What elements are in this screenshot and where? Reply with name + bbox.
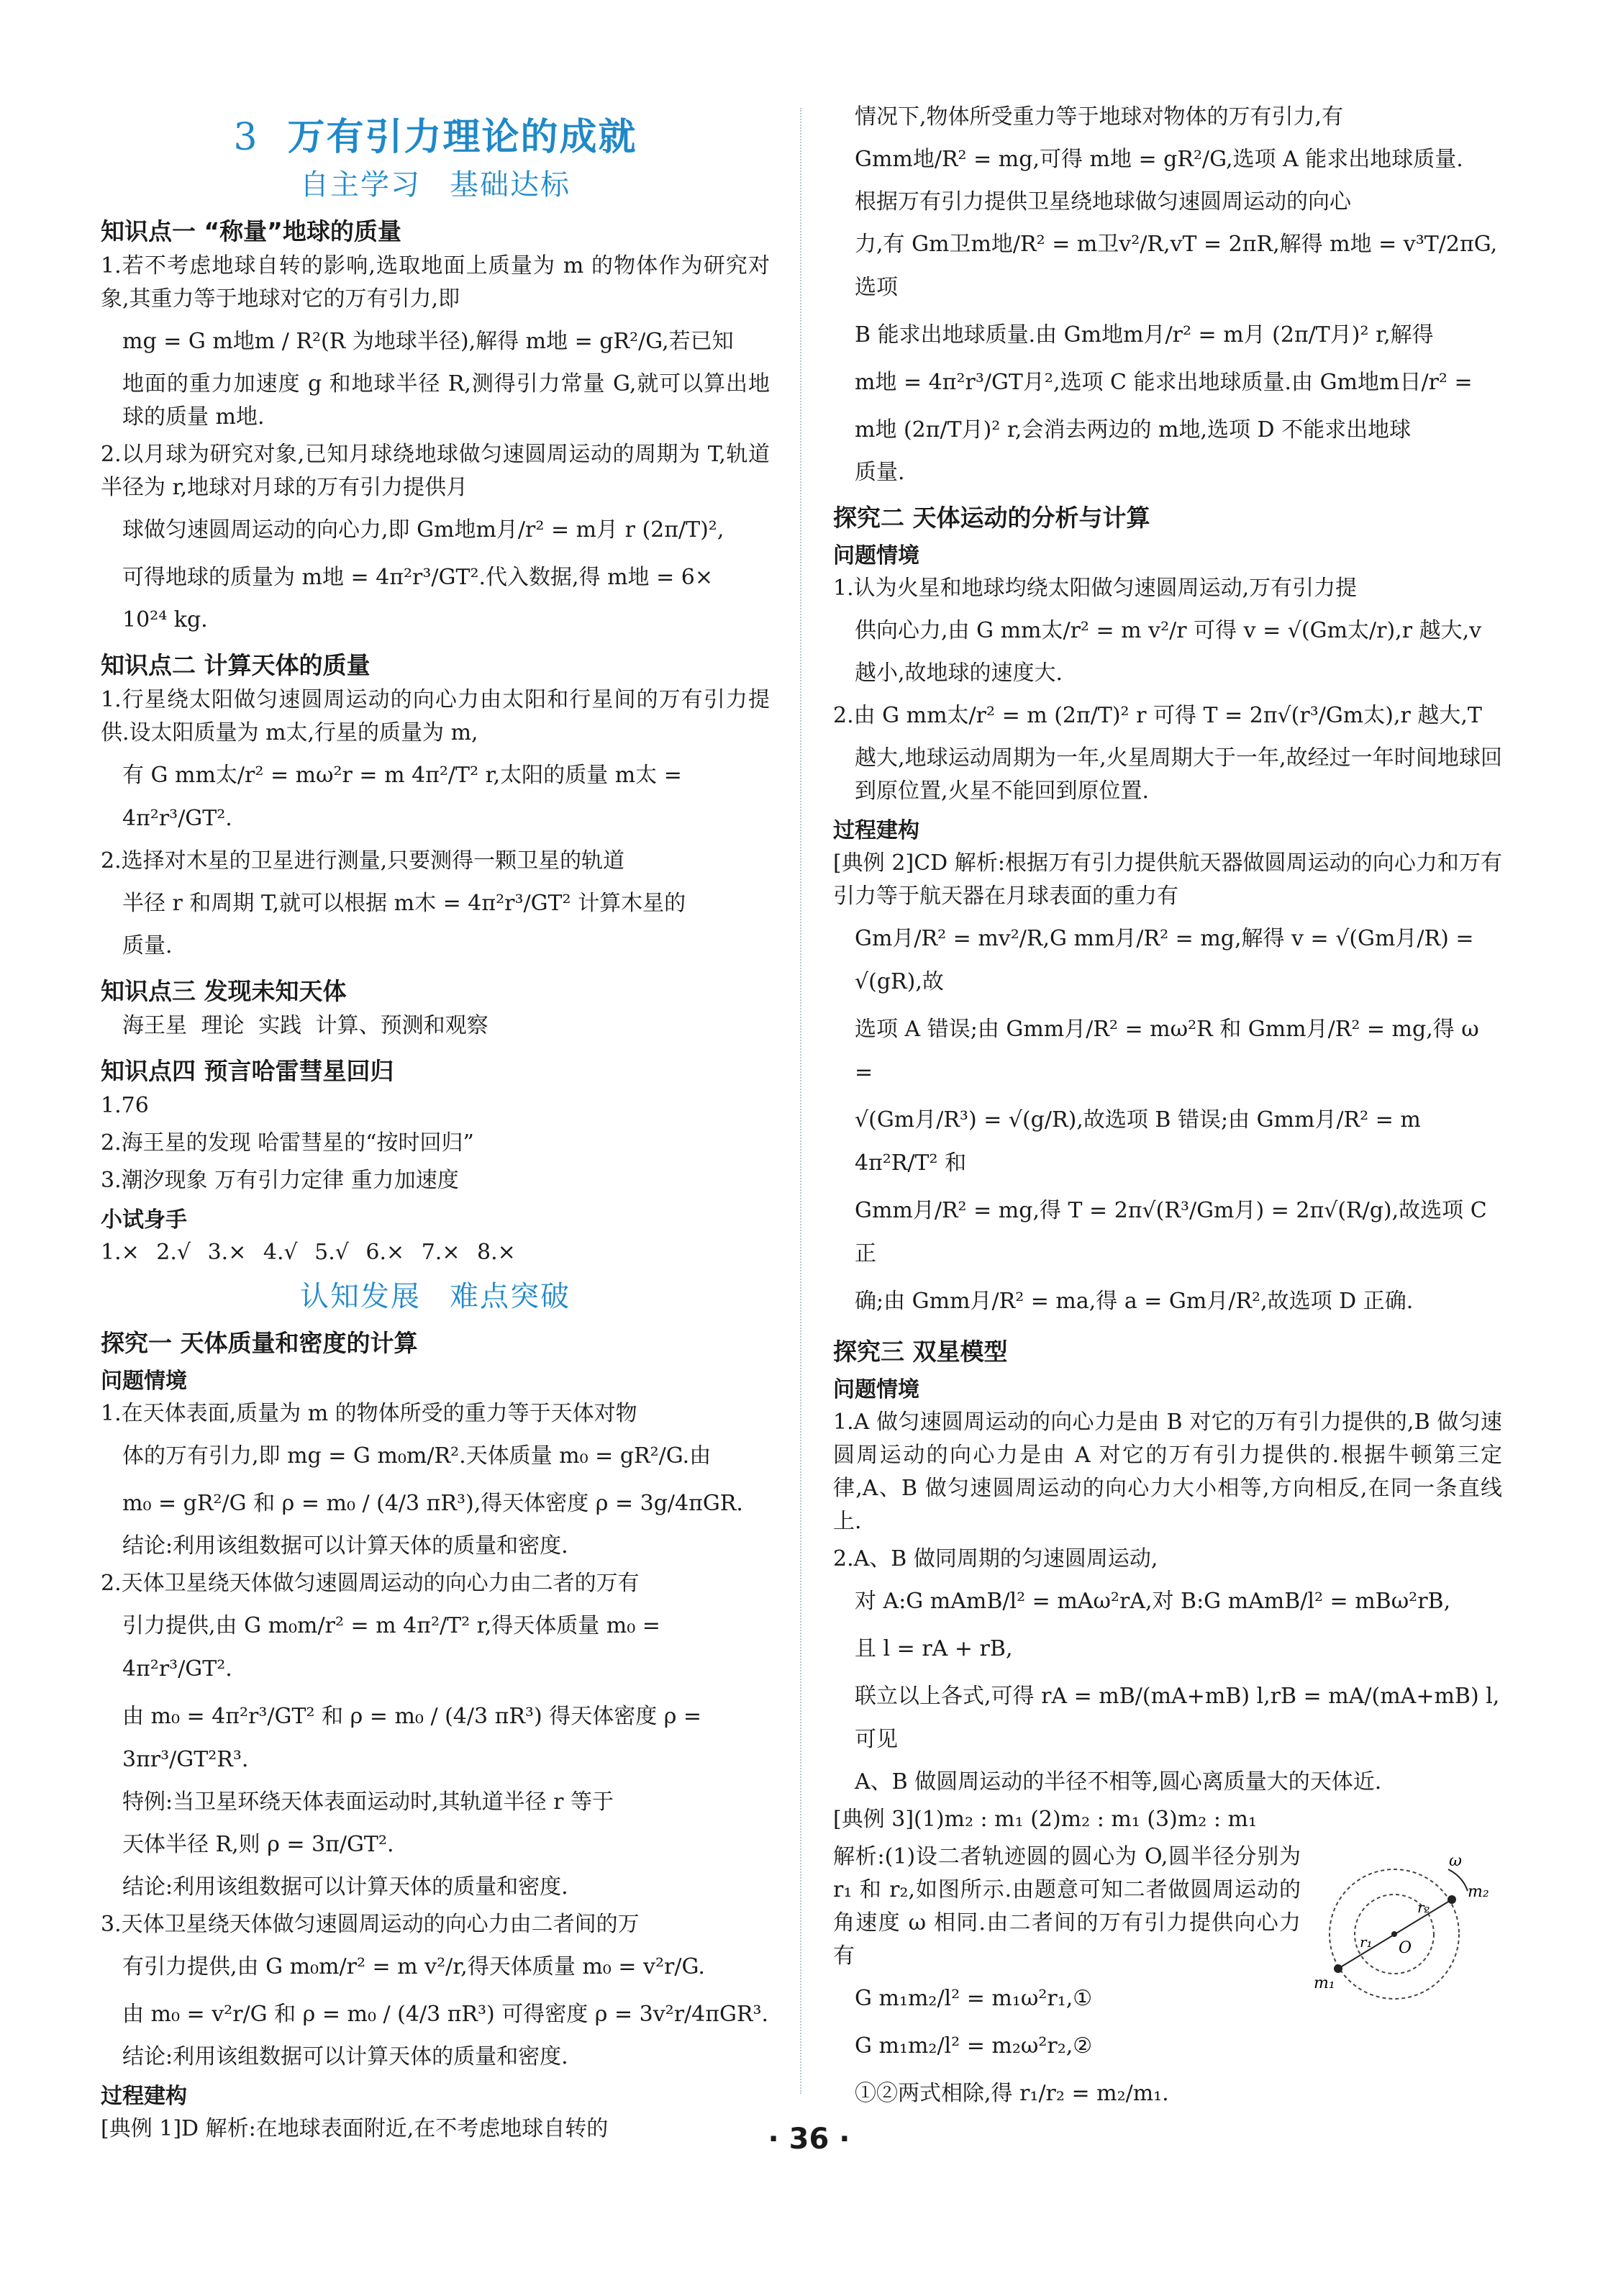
omega-arrow-icon	[1448, 1869, 1468, 1891]
example-3-analysis: 解析:(1)设二者轨迹圆的圆心为 O,圆半径分别为 r₁ 和 r₂,如图所示.由题意可知二者做圆周运动的角速度 ω 相同.由二者间的万有引力提供向心力有	[833, 1844, 1301, 1969]
label-omega: ω	[1449, 1852, 1462, 1870]
k1-para-1a: 1.若不考虑地球自转的影响,选取地面上质量为 m 的物体作为研究对象,其重力等于地球对它的万有引力,即	[101, 253, 770, 312]
e1-formula-5: 天体半径 R,则 ρ = 3π/GT².	[122, 1832, 394, 1857]
example-2-intro: [典例 2]CD 解析:根据万有引力提供航天器做圆周运动的向心力和万有引力等于航天器在月球表面的重力有	[833, 850, 1502, 909]
lesson-number: 3	[233, 116, 259, 159]
knowledge-point-3-title: 知识点三 发现未知天体	[101, 977, 347, 1005]
left-column	[101, 101, 770, 2150]
e1-para-1: 1.在天体表面,质量为 m 的物体所受的重力等于天体对物	[101, 1401, 637, 1426]
k4-answer-1: 1.76	[101, 1093, 149, 1118]
ex2-formula-1: Gm月/R² = mv²/R,G mm月/R² = mg,解得 v = √(Gm月/R) = √(gR),故	[855, 926, 1474, 994]
column-divider	[800, 108, 801, 2094]
section-1-b: 基础达标	[450, 168, 571, 201]
star-m1	[1334, 1964, 1342, 1973]
section-2-b: 难点突破	[450, 1280, 571, 1313]
k1-para-2a: 2.以月球为研究对象,已知月球绕地球做匀速圆周运动的周期为 T,轨道半径为 r,地球对月球的万有引力提供月	[101, 442, 770, 500]
label-m2: m₂	[1468, 1883, 1489, 1901]
k2-para-2b: 质量.	[122, 933, 173, 958]
example-3-answers: [典例 3](1)m₂ : m₁ (2)m₂ : m₁ (3)m₂ : m₁	[833, 1807, 1257, 1832]
e1-conclusion-2: 结论:利用该组数据可以计算天体的质量和密度.	[122, 1874, 568, 1900]
explore-3-title: 探究三 双星模型	[833, 1338, 1008, 1366]
label-O: O	[1399, 1939, 1412, 1957]
explore-2-question: 问题情境	[833, 543, 919, 568]
ex3-formula-2: G m₁m₂/l² = m₂ω²r₂,②	[855, 2033, 1093, 2059]
ex2-formula-5: 确;由 Gmm月/R² = ma,得 a = Gm月/R²,故选项 D 正确.	[855, 1289, 1414, 1314]
e3-formula-3: 联立以上各式,可得 rA = mB/(mA+mB) l,rB = mA/(mA+mB) l,可见	[855, 1684, 1500, 1752]
ex2-formula-4: Gmm月/R² = mg,得 T = 2π√(R³/Gm月) = 2π√(R/g),故选项 C 正	[855, 1198, 1487, 1266]
r-para-3: 质量.	[855, 460, 905, 485]
binary-star-diagram	[1308, 1841, 1502, 2013]
ex3-formula-1: G m₁m₂/l² = m₁ω²r₁,①	[855, 1986, 1093, 2011]
quiz-title: 小试身手	[101, 1207, 187, 1233]
right-column	[833, 101, 1502, 2120]
e1-special-case: 特例:当卫星环绕天体表面运动时,其轨道半径 r 等于	[122, 1789, 614, 1815]
k1-formula-3: 可得地球的质量为 m地 = 4π²r³/GT².代入数据,得 m地 = 6×	[122, 565, 713, 590]
k4-answer-2: 2.海王星的发现 哈雷彗星的“按时回归”	[101, 1130, 474, 1156]
lesson-title	[101, 106, 770, 160]
e1-formula-4: 由 m₀ = 4π²r³/GT² 和 ρ = m₀ / (4/3 πR³) 得天体密度 ρ = 3πr³/GT²R³.	[122, 1704, 702, 1772]
r-formula-5: m地 (2π/T月)² r,会消去两边的 m地,选项 D 不能求出地球	[855, 417, 1412, 443]
e3-formula-2: 且 l = rA + rB,	[855, 1636, 1013, 1661]
k2-formula-2: 半径 r 和周期 T,就可以根据 m木 = 4π²r³/GT² 计算木星的	[122, 891, 686, 916]
e1-formula-7: 由 m₀ = v²r/G 和 ρ = m₀ / (4/3 πR³) 可得密度 ρ = 3v²r/4πGR³.	[122, 2002, 769, 2027]
r-formula-4: m地 = 4π²r³/GT月²,选项 C 能求出地球质量.由 Gm地m日/r² =	[855, 370, 1473, 395]
section-1-a: 自主学习	[300, 168, 421, 201]
e3-para-2: 2.A、B 做同周期的匀速圆周运动,	[833, 1546, 1158, 1571]
e1-formula-6: 有引力提供,由 G m₀m/r² = m v²/r,得天体质量 m₀ = v²r/G.	[122, 1954, 705, 1979]
page-number: · 36 ·	[768, 2123, 850, 2156]
example-1-start: [典例 1]D 解析:在地球表面附近,在不考虑地球自转的	[101, 2116, 609, 2141]
r-formula-2: 力,有 Gm卫m地/R² = m卫v²/R,vT = 2πR,解得 m地 = v³T/2πG,选项	[855, 232, 1498, 300]
explore-1-title: 探究一 天体质量和密度的计算	[101, 1329, 418, 1357]
e1-formula-1: 体的万有引力,即 mg = G m₀m/R².天体质量 m₀ = gR²/G.由	[122, 1443, 712, 1469]
e1-para-3: 3.天体卫星绕天体做匀速圆周运动的向心力由二者间的万	[101, 1912, 640, 1937]
r-formula-1: Gmm地/R² = mg,可得 m地 = gR²/G,选项 A 能求出地球质量.	[855, 147, 1463, 172]
r-para-2: 根据万有引力提供卫星绕地球做匀速圆周运动的向心	[855, 189, 1351, 214]
k1-para-1b: 地面的重力加速度 g 和地球半径 R,测得引力常量 G,就可以算出地球的质量 m地.	[122, 371, 770, 430]
e1-process-title: 过程建构	[101, 2084, 187, 2109]
label-r2: r₂	[1417, 1899, 1430, 1916]
e3-formula-1: 对 A:G mAmB/l² = mAω²rA,对 B:G mAmB/l² = mBω²rB,	[855, 1589, 1451, 1614]
k2-para-1: 1.行星绕太阳做匀速圆周运动的向心力由太阳和行星间的万有引力提供.设太阳质量为 m太,行星的质量为 m,	[101, 687, 770, 745]
ex3-formula-3: ①②两式相除,得 r₁/r₂ = m₂/m₁.	[855, 2081, 1169, 2106]
section-heading-1	[101, 162, 770, 203]
e1-formula-3: 引力提供,由 G m₀m/r² = m 4π²/T² r,得天体质量 m₀ = 4π²r³/GT².	[122, 1613, 660, 1682]
r-formula-3: B 能求出地球质量.由 Gm地m月/r² = m月 (2π/T月)² r,解得	[855, 322, 1434, 348]
e3-para-3: A、B 做圆周运动的半径不相等,圆心离质量大的天体近.	[855, 1769, 1382, 1794]
quiz-answers: 1.× 2.√ 3.× 4.√ 5.√ 6.× 7.× 8.×	[101, 1240, 516, 1265]
knowledge-point-4-title: 知识点四 预言哈雷彗星回归	[101, 1057, 394, 1085]
label-r1: r₁	[1360, 1933, 1373, 1951]
e1-conclusion-1: 结论:利用该组数据可以计算天体的质量和密度.	[122, 1533, 568, 1558]
k4-answer-3: 3.潮汐现象 万有引力定律 重力加速度	[101, 1168, 459, 1193]
r-para-1: 情况下,物体所受重力等于地球对物体的万有引力,有	[855, 104, 1344, 130]
knowledge-point-1-title: 知识点一 “称量”地球的质量	[101, 217, 401, 245]
e2-formula-2: 2.由 G mm太/r² = m (2π/T)² r 可得 T = 2π√(r³/Gm太),r 越大,T	[833, 703, 1482, 728]
explore-2-title: 探究二 天体运动的分析与计算	[833, 504, 1150, 532]
e2-formula-1: 供向心力,由 G mm太/r² = m v²/r 可得 v = √(Gm太/r),r 越大,v	[855, 618, 1482, 643]
explore-1-question: 问题情境	[101, 1369, 187, 1394]
k1-formula-2: 球做匀速圆周运动的向心力,即 Gm地m月/r² = m月 r (2π/T)²,	[122, 517, 724, 543]
e2-process-title: 过程建构	[833, 818, 919, 843]
e1-conclusion-3: 结论:利用该组数据可以计算天体的质量和密度.	[122, 2044, 568, 2069]
k1-para-2b: 10²⁴ kg.	[122, 607, 208, 632]
e1-formula-2: m₀ = gR²/G 和 ρ = m₀ / (4/3 πR³),得天体密度 ρ = 3g/4πGR.	[122, 1491, 743, 1516]
knowledge-point-2-title: 知识点二 计算天体的质量	[101, 651, 371, 679]
ex2-formula-3: √(Gm月/R³) = √(g/R),故选项 B 错误;由 Gmm月/R² = m 4π²R/T² 和	[855, 1107, 1421, 1176]
e3-para-1: 1.A 做匀速圆周运动的向心力是由 B 对它的万有引力提供的,B 做匀速圆周运动的向心力是由 A 对它的万有引力提供的.根据牛顿第三定律,A、B 做匀速圆周运动的向心力大小相等,方向相反,在同一条直线上.	[833, 1410, 1502, 1534]
e2-para-2b: 越大,地球运动周期为一年,火星周期大于一年,故经过一年时间地球回到原位置,火星不能回到原位置.	[855, 745, 1502, 804]
center-point	[1391, 1931, 1397, 1937]
ex2-formula-2: 选项 A 错误;由 Gmm月/R² = mω²R 和 Gmm月/R² = mg,得 ω =	[855, 1017, 1479, 1085]
e2-para-1: 1.认为火星和地球均绕太阳做匀速圆周运动,万有引力提	[833, 576, 1358, 601]
e2-para-1b: 越小,故地球的速度大.	[855, 661, 1063, 686]
lesson-title-text: 万有引力理论的成就	[287, 115, 637, 159]
k2-para-2: 2.选择对木星的卫星进行测量,只要测得一颗卫星的轨道	[101, 848, 625, 874]
e1-para-2: 2.天体卫星绕天体做匀速圆周运动的向心力由二者的万有	[101, 1571, 640, 1596]
k1-formula-1: mg = G m地m / R²(R 为地球半径),解得 m地 = gR²/G,若已知	[122, 329, 734, 354]
explore-3-question: 问题情境	[833, 1377, 919, 1402]
label-m1: m₁	[1314, 1974, 1335, 1992]
section-heading-2	[101, 1274, 770, 1315]
star-m2	[1447, 1895, 1456, 1904]
k3-answers: 海王星 理论 实践 计算、预测和观察	[122, 1013, 488, 1038]
section-2-a: 认知发展	[300, 1280, 421, 1313]
k2-formula-1: 有 G mm太/r² = mω²r = m 4π²/T² r,太阳的质量 m太 = 4π²r³/GT².	[122, 763, 682, 831]
